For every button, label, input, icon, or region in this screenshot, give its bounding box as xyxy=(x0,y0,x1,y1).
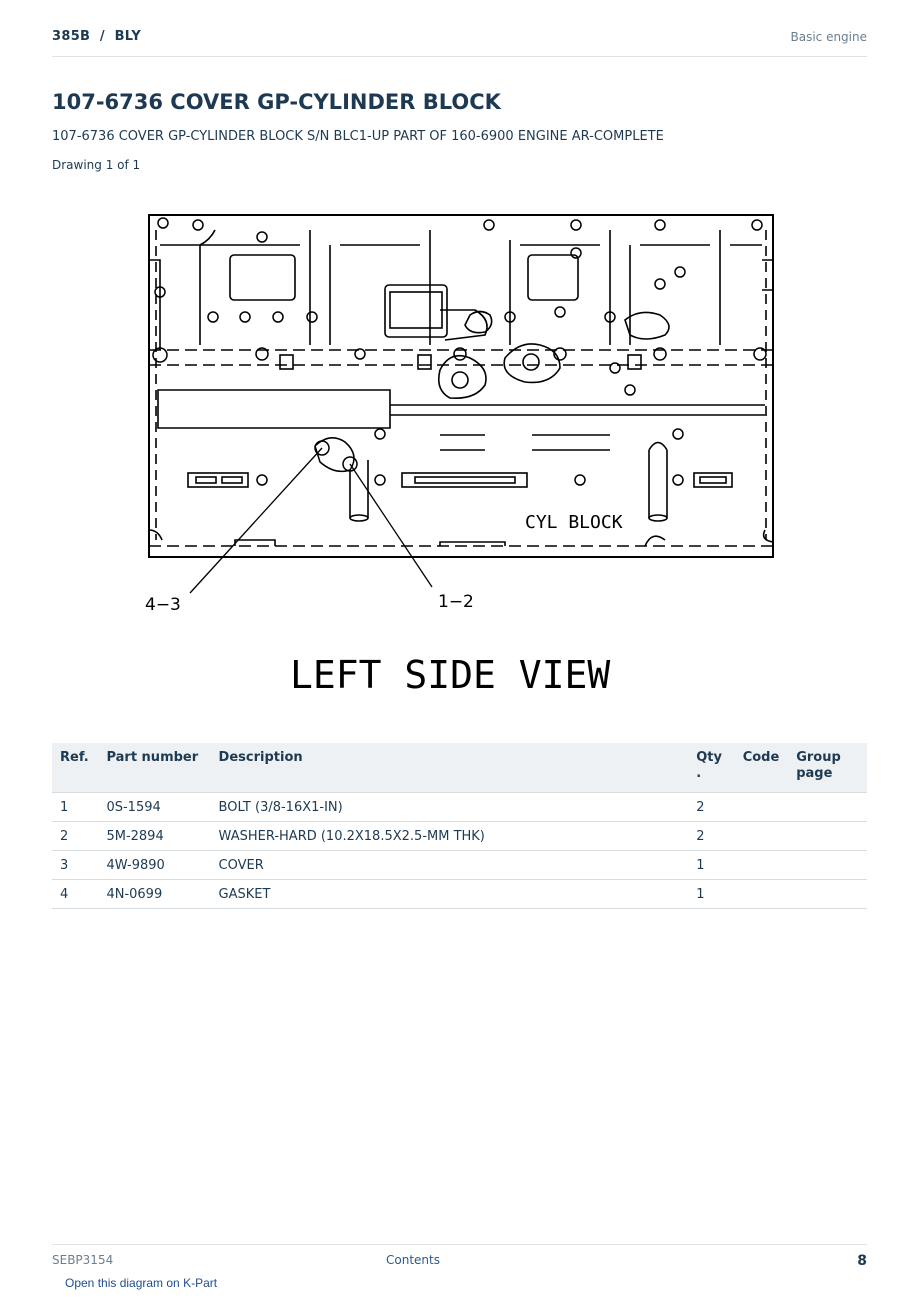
kpart-link[interactable]: Open this diagram on K-Part xyxy=(65,1276,218,1290)
cell-group-page xyxy=(788,880,867,909)
cell-description: COVER xyxy=(211,851,689,880)
table-header-row xyxy=(52,743,867,793)
cell-qty: 2 xyxy=(688,822,734,851)
cell-group-page xyxy=(788,851,867,880)
cell-description: GASKET xyxy=(211,880,689,909)
cell-qty: 2 xyxy=(688,793,734,822)
table-row xyxy=(52,851,867,880)
cell-code xyxy=(735,851,789,880)
page-number: 8 xyxy=(857,1253,867,1269)
cell-description: BOLT (3/8-16X1-IN) xyxy=(211,793,689,822)
cell-code xyxy=(735,822,789,851)
table-row xyxy=(52,880,867,909)
section-label: Basic engine xyxy=(790,30,867,44)
cell-ref: 4 xyxy=(52,880,98,909)
contents-link[interactable]: Contents xyxy=(386,1253,440,1267)
col-group-page: Group page xyxy=(788,743,867,793)
cell-part-number: 5M-2894 xyxy=(98,822,210,851)
page-header xyxy=(52,28,867,57)
cell-group-page xyxy=(788,822,867,851)
cell-description: WASHER-HARD (10.2X18.5X2.5-MM THK) xyxy=(211,822,689,851)
cell-code xyxy=(735,880,789,909)
cell-ref: 1 xyxy=(52,793,98,822)
callout-1-2: 1−2 xyxy=(438,592,474,612)
col-ref: Ref. xyxy=(52,743,98,793)
parts-diagram xyxy=(140,200,790,705)
col-part-number: Part number xyxy=(98,743,210,793)
page-footer xyxy=(52,1244,867,1269)
table-row xyxy=(52,822,867,851)
view-title: LEFT SIDE VIEW xyxy=(290,653,611,697)
cell-ref: 2 xyxy=(52,822,98,851)
cell-part-number: 0S-1594 xyxy=(98,793,210,822)
parts-table xyxy=(52,743,867,909)
drawing-count: Drawing 1 of 1 xyxy=(52,158,141,172)
page-subtitle: 107-6736 COVER GP-CYLINDER BLOCK S/N BLC1-UP PART OF 160-6900 ENGINE AR-COMPLETE xyxy=(52,129,664,144)
col-description: Description xyxy=(211,743,689,793)
cell-part-number: 4N-0699 xyxy=(98,880,210,909)
cell-qty: 1 xyxy=(688,851,734,880)
document-id: SEBP3154 xyxy=(52,1253,114,1267)
cell-part-number: 4W-9890 xyxy=(98,851,210,880)
col-code: Code xyxy=(735,743,789,793)
col-qty: Qty . xyxy=(688,743,734,793)
table-row xyxy=(52,793,867,822)
cell-code xyxy=(735,793,789,822)
block-label: CYL BLOCK xyxy=(525,512,623,533)
page-title: 107-6736 COVER GP-CYLINDER BLOCK xyxy=(52,90,501,114)
callout-4-3: 4−3 xyxy=(145,595,181,615)
breadcrumb: 385B / BLY xyxy=(52,29,142,44)
cell-group-page xyxy=(788,793,867,822)
cell-qty: 1 xyxy=(688,880,734,909)
cell-ref: 3 xyxy=(52,851,98,880)
